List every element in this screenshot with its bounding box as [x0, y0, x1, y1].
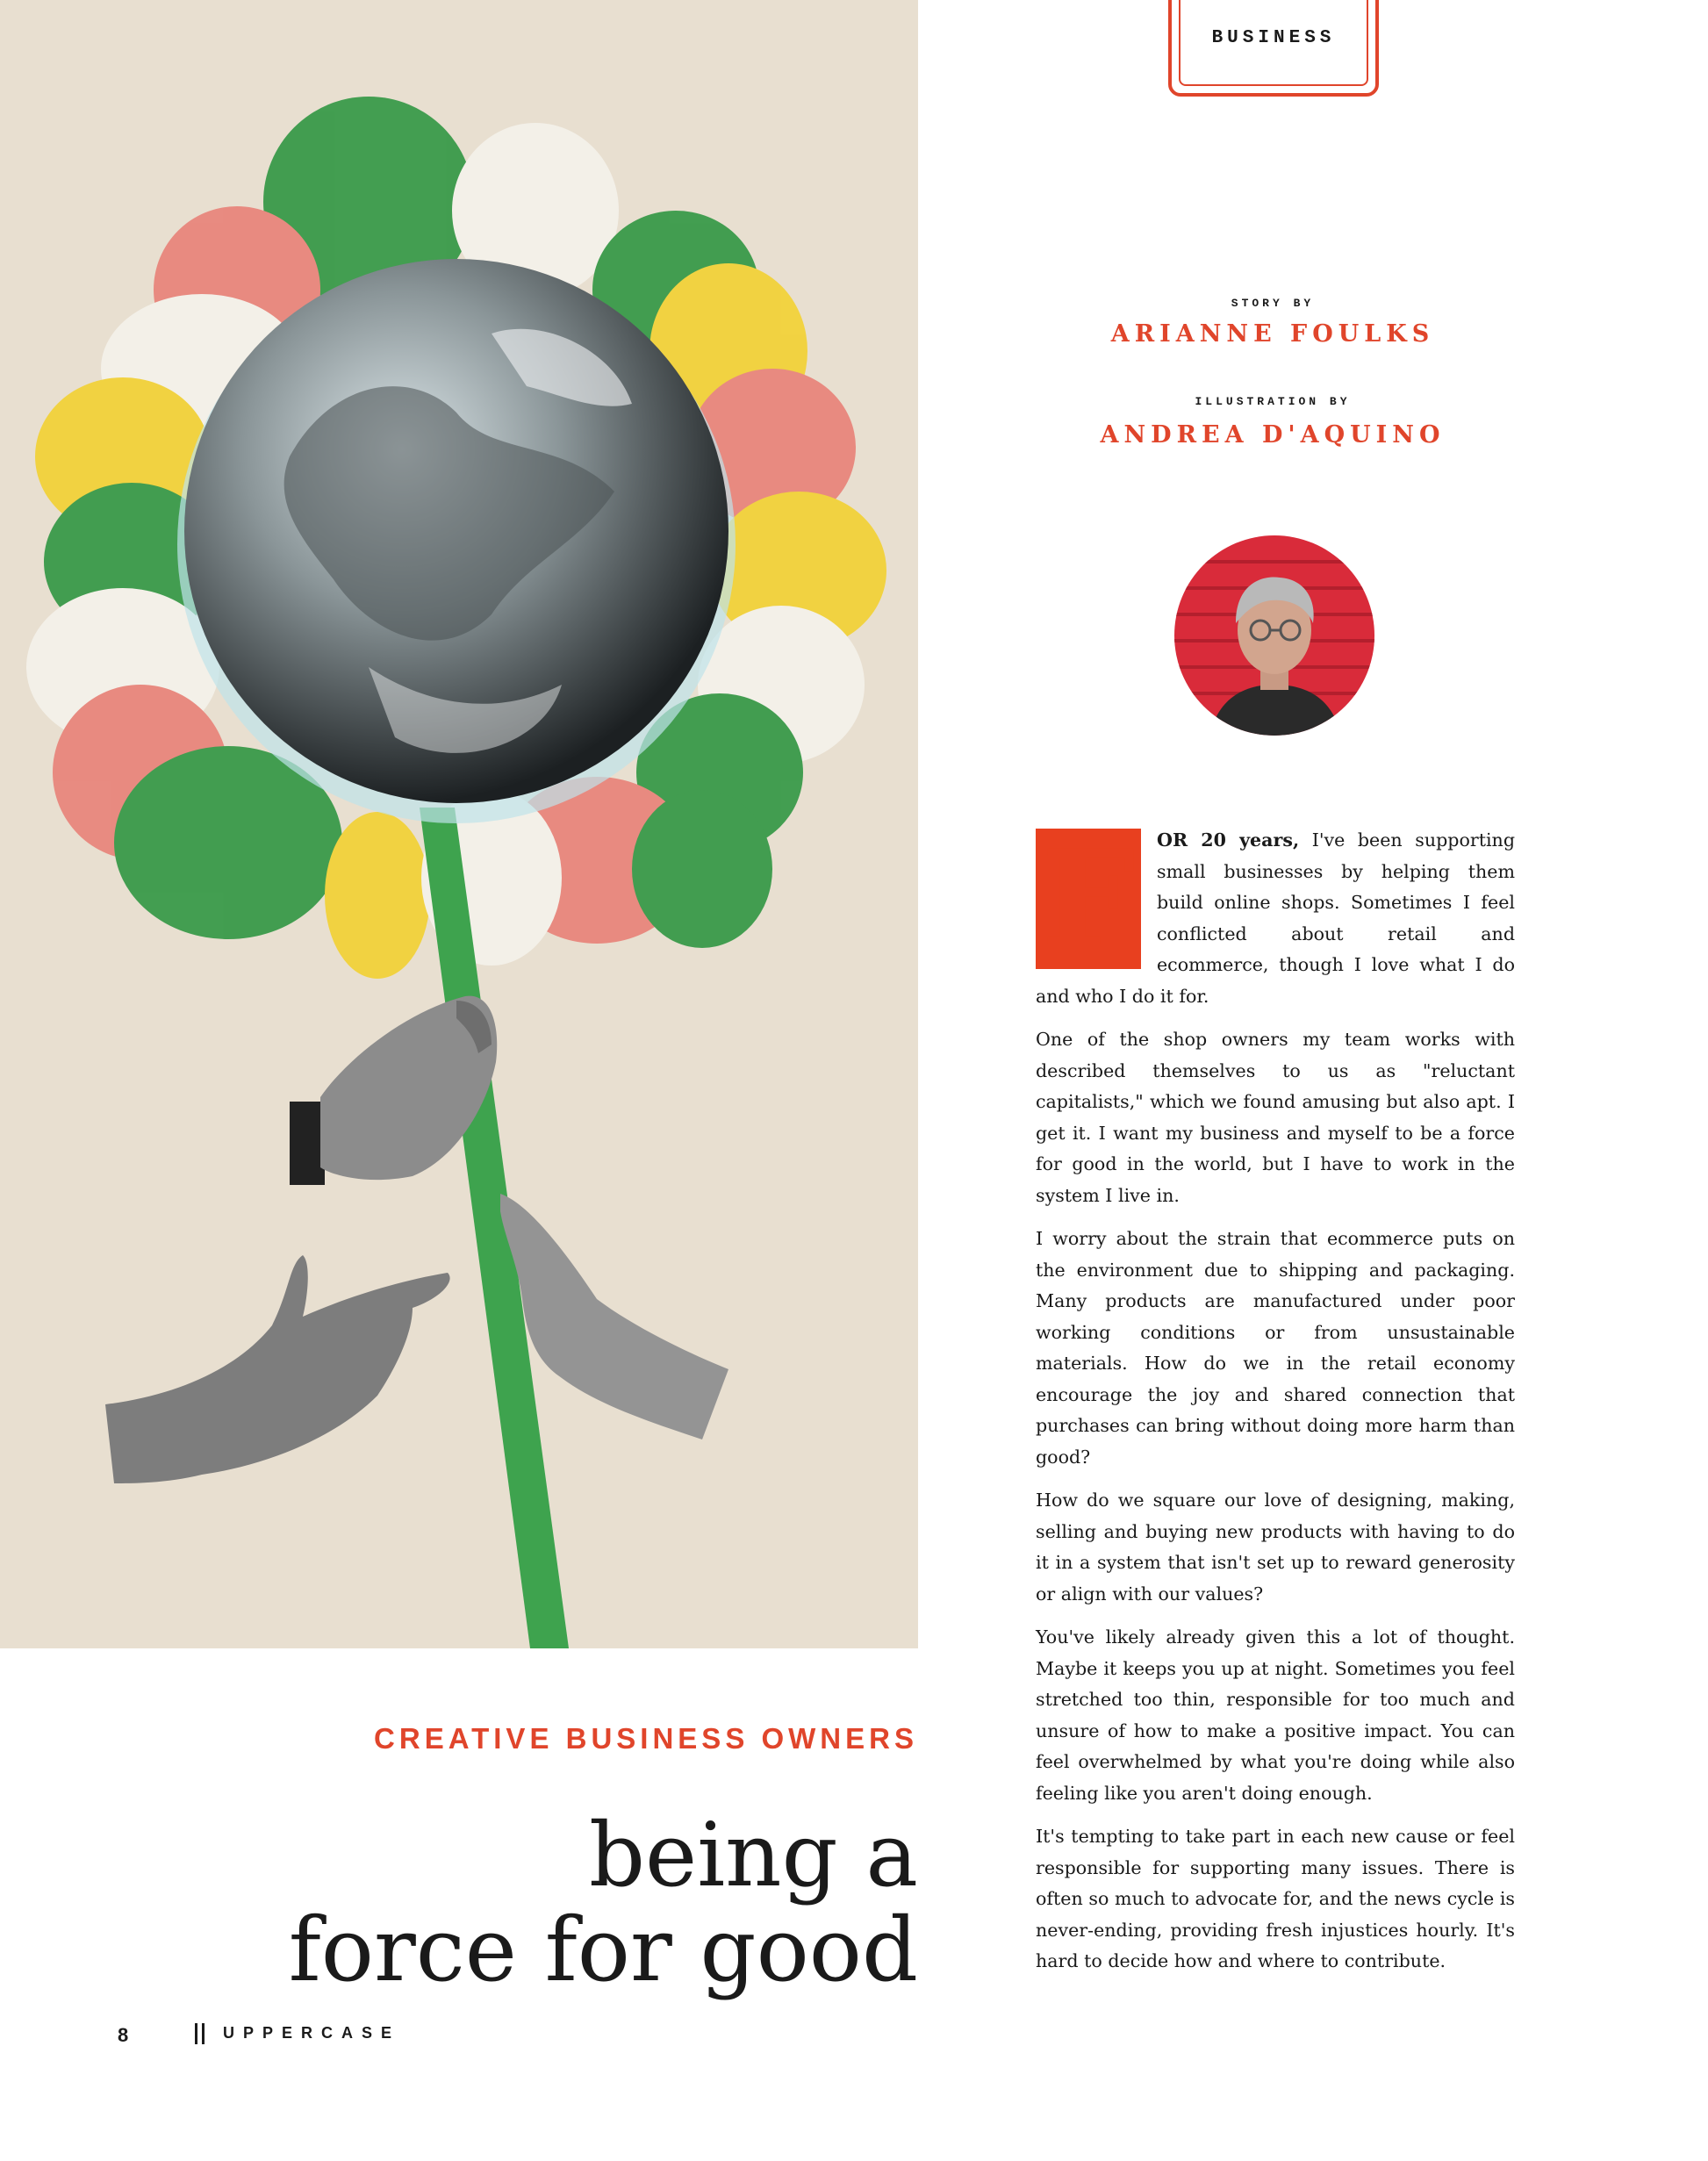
author-name: ARIANNE FOULKS	[1110, 320, 1435, 348]
title-line-1: being a	[589, 1804, 918, 1906]
paragraph-2: One of the shop owners my team works with described themselves to us as "reluctant capitalists," which we found amusing but also apt. I get it. I want my business and myself to be a force for good in the world, but I have to work in the system I live in.	[1036, 1029, 1515, 1206]
hands	[105, 996, 728, 1483]
title-line-2: force for good	[288, 1899, 918, 2001]
flower-earth-illustration	[0, 0, 918, 1648]
drop-cap	[1036, 829, 1141, 969]
page-title	[211, 1804, 918, 2001]
paragraph-6: It's tempting to take part in each new cause or feel responsible for supporting many issues. There is often so much to advocate for, and the news cycle is never-ending, providing fresh injustices hourly. It's hard to decide how and where to contribute.	[1036, 1826, 1515, 1971]
page-number: 8	[118, 2024, 129, 2046]
paragraph-5: You've likely already given this a lot of thought. Maybe it keeps you up at night. Sometimes you feel stretched too thin, responsible for too much and unsure of how to make a positive impact. You can feel overwhelmed by what you're doing while also feeling like you aren't doing enough.	[1036, 1626, 1515, 1804]
headline-kicker: CREATIVE BUSINESS OWNERS	[374, 1722, 918, 1755]
paragraph-3: I worry about the strain that ecommerce puts on the environment due to shipping and packaging. Many products are manufactured under poor working conditions or from unsustainable materials. How do we in the retail economy encourage the joy and shared connection that purchases can bring without doing more harm than good?	[1036, 1228, 1515, 1468]
author-avatar	[1174, 535, 1374, 736]
lead-in: OR 20 years,	[1157, 829, 1300, 851]
drop-cap-letter: F	[1041, 829, 1136, 969]
paragraph-1	[1036, 825, 1515, 1012]
section-label: BUSINESS	[1211, 28, 1336, 48]
section-tab	[1168, 0, 1379, 97]
story-by-label: STORY BY	[1231, 297, 1315, 310]
footer-divider	[202, 2023, 205, 2044]
illustrator-name: ANDREA D'AQUINO	[1100, 421, 1446, 449]
magazine-name: UPPERCASE	[223, 2024, 401, 2042]
article-body	[1036, 825, 1515, 1990]
paragraph-4: How do we square our love of designing, making, selling and buying new products with having to do it in a system that isn't set up to reward generosity or align with our values?	[1036, 1490, 1515, 1605]
footer-divider	[195, 2023, 197, 2044]
illustration-by-label: ILLUSTRATION BY	[1195, 395, 1351, 408]
illustration-panel	[0, 0, 918, 1648]
paragraph-1-text: I've been supporting small businesses by helping them build online shops. Sometimes I feel conflicted about retail and ecommerce, though I love what I do and who I do it for.	[1036, 829, 1516, 1007]
